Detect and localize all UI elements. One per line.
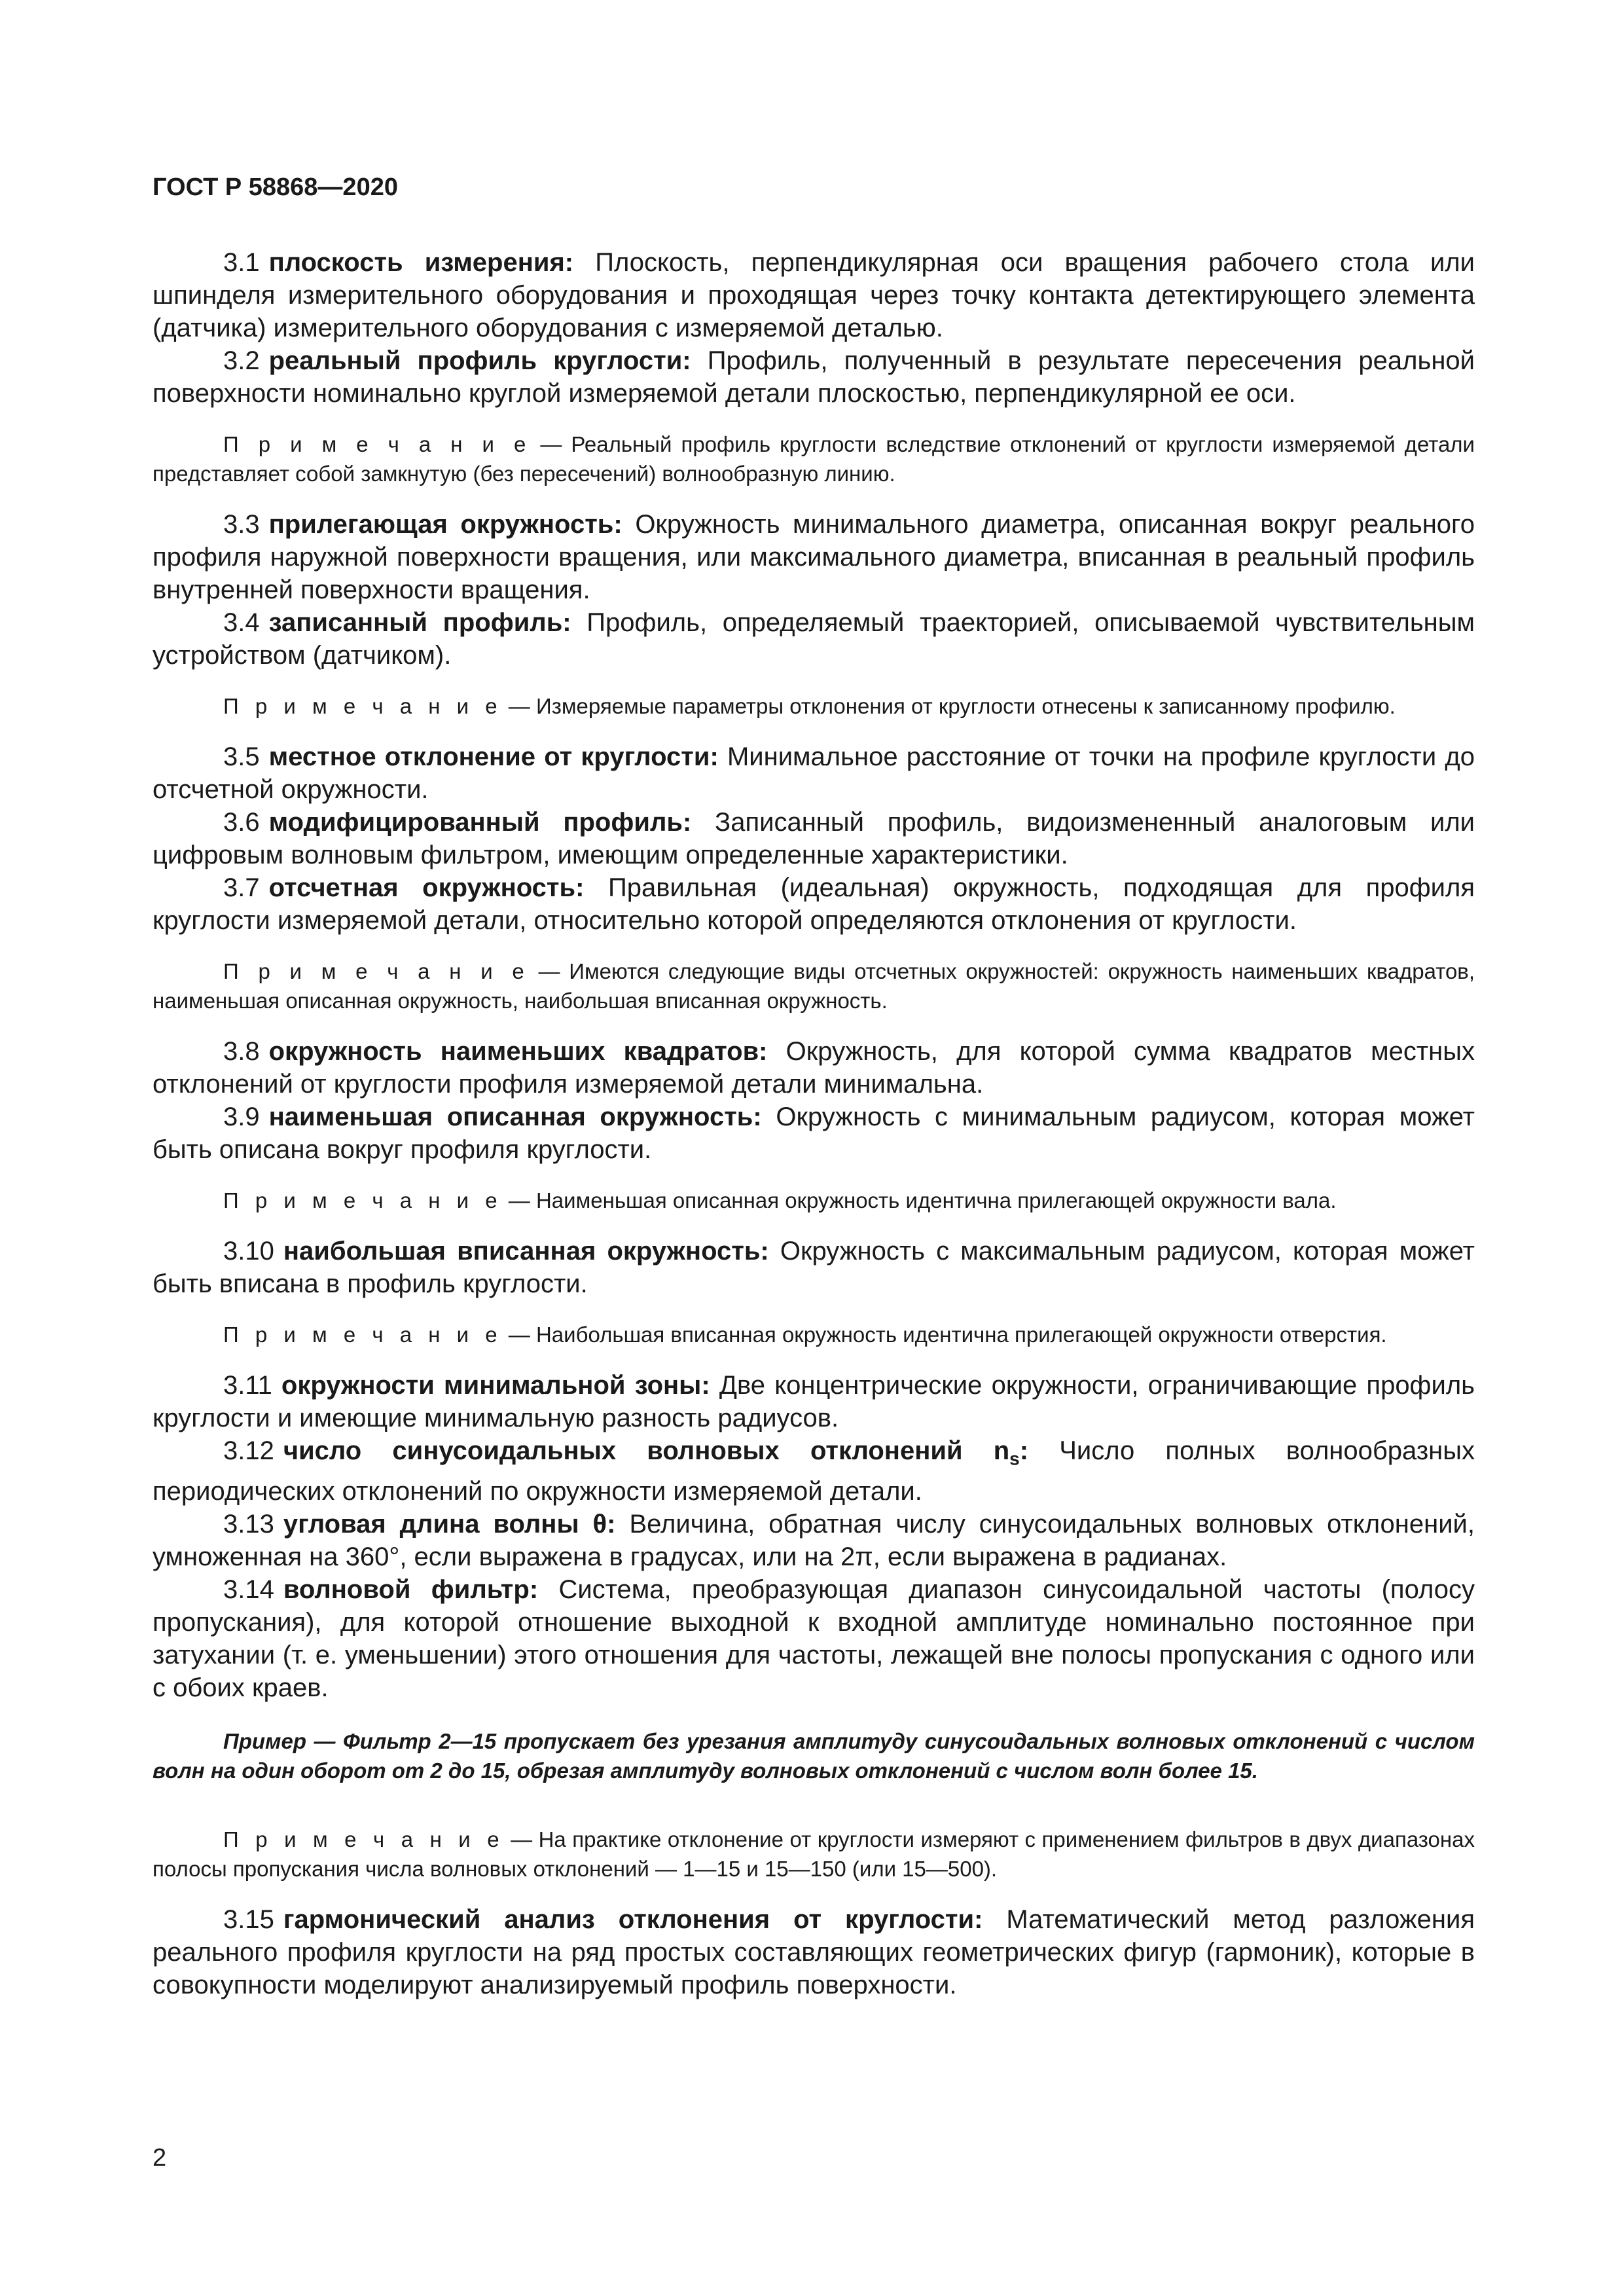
term-name: наибольшая вписанная окружность: (283, 1237, 769, 1266)
term-number: 3.1 (223, 248, 260, 277)
term-name: окружность наименьших квадратов: (268, 1037, 768, 1066)
term-entry-3-3 (153, 508, 1475, 606)
term-number: 3.3 (223, 510, 260, 539)
note-label: П р и м е ч а н и е (223, 959, 530, 983)
term-number: 3.15 (223, 1905, 274, 1935)
note-dash: — (502, 1188, 536, 1212)
note-text: Наибольшая вписанная окружность идентична прилегающей окружности отверстия. (535, 1322, 1387, 1347)
term-definition: Окружность минимального диаметра, описанная вокруг реального профиля наружной поверхности вращения, или максимального диаметра, вписанная в реальный профиль внутренней поверхности вращения. (153, 510, 1475, 604)
term-definition: Окружность с максимальным радиусом, которая может быть вписана в профиль круглости. (153, 1237, 1475, 1298)
term-entry-3-6 (153, 806, 1475, 871)
note (153, 429, 1475, 488)
term-number: 3.6 (223, 808, 260, 837)
term-definition: Записанный профиль, видоизмененный аналоговым или цифровым волновым фильтром, имеющим определенные характеристики. (153, 808, 1475, 869)
term-name: волновой фильтр: (283, 1575, 539, 1605)
note-text: Реальный профиль круглости вследствие отклонений от круглости измеряемой детали представляет собой замкнутую (без пересечений) волнообразную линию. (153, 432, 1475, 486)
term-entry-3-4 (153, 606, 1475, 672)
term-entry-3-12 (153, 1434, 1475, 1508)
term-name: наименьшая описанная окружность: (268, 1102, 762, 1131)
term-colon: : (1019, 1436, 1029, 1465)
term-entry-3-1 (153, 246, 1475, 344)
term-definition: Число полных волнообразных периодических отклонений по окружности измеряемой детали. (153, 1436, 1475, 1506)
term-entry-3-9 (153, 1101, 1475, 1166)
term-subscript: s (1009, 1448, 1020, 1469)
note-text: Наименьшая описанная окружность идентична прилегающей окружности вала. (535, 1188, 1337, 1212)
term-definition: Две концентрические окружности, ограничивающие профиль круглости и имеющие минимальную разность радиусов. (153, 1371, 1475, 1432)
term-name: реальный профиль круглости: (268, 346, 691, 375)
note-dash: — (502, 694, 536, 718)
term-name: отсчетная окружность: (268, 873, 585, 902)
note (153, 1320, 1475, 1349)
term-number: 3.2 (223, 346, 260, 375)
term-entry-3-11 (153, 1369, 1475, 1434)
term-name: местное отклонение от круглости: (268, 742, 719, 771)
term-definition: Окружность, для которой сумма квадратов местных отклонений от круглости профиля измеряемой детали минимальна. (153, 1037, 1475, 1099)
term-number: 3.8 (223, 1037, 260, 1066)
note-text: На практике отклонение от круглости измеряют с применением фильтров в двух диапазонах полосы пропускания числа волновых отклонений — 1—15 и 15—150 (или 15—500). (153, 1827, 1475, 1882)
note-label: П р и м е ч а н и е (223, 694, 503, 718)
note-label: П р и м е ч а н и е (223, 1322, 503, 1347)
note-label: П р и м е ч а н и е (223, 432, 532, 456)
note-dash: — (531, 432, 571, 456)
term-definition: Окружность с минимальным радиусом, которая может быть описана вокруг профиля круглости. (153, 1102, 1475, 1164)
note-text: Измеряемые параметры отклонения от круглости отнесены к записанному профилю. (535, 694, 1396, 718)
term-definition: Профиль, полученный в результате пересечения реальной поверхности номинально круглой измеряемой детали плоскостью, перпендикулярной ее оси. (153, 346, 1475, 408)
term-definition: Плоскость, перпендикулярная оси вращения рабочего стола или шпинделя измерительного оборудования и проходящая через точку контакта детектирующего элемента (датчика) измерительного оборудования с измеряемой деталью. (153, 248, 1475, 342)
term-entry-3-2 (153, 344, 1475, 410)
note (153, 1825, 1475, 1884)
term-number: 3.5 (223, 742, 260, 771)
term-number: 3.10 (223, 1237, 274, 1266)
term-name: угловая длина волны θ: (283, 1510, 616, 1539)
document-page (153, 172, 1475, 2001)
note (153, 957, 1475, 1015)
term-name: записанный профиль: (268, 608, 571, 637)
term-number: 3.14 (223, 1575, 274, 1605)
term-definition: Профиль, определяемый траекторией, описываемой чувствительным устройством (датчиком). (153, 608, 1475, 670)
term-definition: Математический метод разложения реального профиля круглости на ряд простых составляющих геометрических фигур (гармоник), которые в совокупности моделируют анализируемый профиль поверхности. (153, 1905, 1475, 2000)
term-entry-3-15 (153, 1903, 1475, 2001)
term-number: 3.13 (223, 1510, 274, 1539)
note (153, 691, 1475, 721)
term-entry-3-8 (153, 1035, 1475, 1101)
note-dash: — (502, 1322, 536, 1347)
term-definition: Система, преобразующая диапазон синусоидальной частоты (полосу пропускания), для которой отношение выходной к входной амплитуде номинально постоянное при затухании (т. е. уменьшении) этого отношения для частоты, лежащей вне полосы пропускания с одного или с обоих краев. (153, 1575, 1475, 1703)
note-label: П р и м е ч а н и е (223, 1827, 505, 1852)
term-name: число синусоидальных волновых отклонений n (283, 1436, 1010, 1465)
note-dash: — (529, 959, 569, 983)
term-definition: Минимальное расстояние от точки на профиле круглости до отсчетной окружности. (153, 742, 1475, 804)
term-entry-3-10 (153, 1235, 1475, 1300)
term-name: модифицированный профиль: (268, 808, 692, 837)
term-entry-3-7 (153, 871, 1475, 937)
term-number: 3.12 (223, 1436, 274, 1465)
term-number: 3.7 (223, 873, 260, 902)
term-definition: Величина, обратная числу синусоидальных волновых отклонений, умноженная на 360°, если выражена в градусах, или на 2π, если выражена в радианах. (153, 1510, 1475, 1572)
term-number: 3.11 (223, 1371, 272, 1400)
term-entry-3-5 (153, 740, 1475, 806)
note-label: П р и м е ч а н и е (223, 1188, 503, 1212)
term-name: гармонический анализ отклонения от круглости: (283, 1905, 983, 1935)
term-entry-3-14 (153, 1573, 1475, 1704)
term-number: 3.4 (223, 608, 260, 637)
term-name: окружности минимальной зоны: (281, 1371, 710, 1400)
note-dash: — (504, 1827, 539, 1852)
term-name: прилегающая окружность: (268, 510, 623, 539)
note (153, 1186, 1475, 1215)
example: Пример — Фильтр 2—15 пропускает без урезания амплитуду синусоидальных волновых отклонений с числом волн на один оборот от 2 до 15, обрезая амплитуду волновых отклонений с числом волн более 15. (153, 1729, 1475, 1783)
term-definition: Правильная (идеальная) окружность, подходящая для профиля круглости измеряемой детали, относительно которой определяются отклонения от круглости. (153, 873, 1475, 935)
note-text: Имеются следующие виды отсчетных окружностей: окружность наименьших квадратов, наименьшая описанная окружность, наибольшая вписанная окружность. (153, 959, 1475, 1013)
document-header: ГОСТ Р 58868—2020 (153, 173, 398, 201)
page-number: 2 (153, 2144, 167, 2172)
term-number: 3.9 (223, 1102, 260, 1131)
term-name: плоскость измерения: (268, 248, 574, 277)
definitions-body (153, 246, 1475, 2001)
term-entry-3-13 (153, 1508, 1475, 1573)
